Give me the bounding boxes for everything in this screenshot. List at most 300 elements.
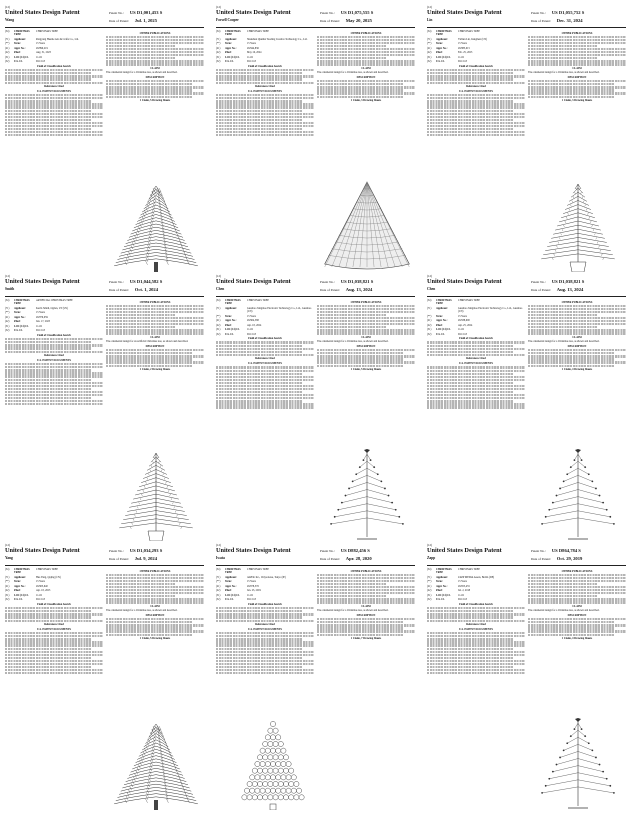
biblio-field <box>216 315 314 318</box>
other-pubs-heading: OTHER PUBLICATIONS <box>139 569 171 573</box>
biblio-field <box>216 47 314 50</box>
inid-code: (71) <box>427 575 432 579</box>
biblio-field <box>5 589 103 592</box>
inid-code: (**) <box>216 42 221 46</box>
text-line <box>5 351 103 353</box>
text-line <box>216 125 314 127</box>
text-line <box>427 94 525 96</box>
biblio-field <box>216 60 314 63</box>
field-label: CHRISTMAS TREE <box>14 568 30 575</box>
inid-code: (**) <box>5 580 10 584</box>
patent-header <box>427 5 626 28</box>
text-line <box>528 51 626 53</box>
date-row <box>320 18 372 23</box>
text-line <box>216 669 314 671</box>
text-line <box>427 75 525 77</box>
text-line <box>427 116 525 118</box>
field-value: D11/118 <box>458 598 467 602</box>
text-line <box>106 36 204 38</box>
patent-panel <box>422 2 631 273</box>
field-label: Term: <box>14 580 21 584</box>
field-value: CHRISTMAS TREE <box>458 299 480 302</box>
biblio-field <box>427 576 525 579</box>
date-label: Date of Patent: <box>109 288 129 292</box>
text-line <box>216 406 314 408</box>
inid-code: (51) <box>216 328 221 332</box>
description-heading: DESCRIPTION <box>356 75 376 79</box>
description-heading: DESCRIPTION <box>567 75 587 79</box>
text-line <box>106 39 204 41</box>
text-line <box>317 48 415 50</box>
biblio-field <box>427 328 525 331</box>
text-line <box>528 96 614 98</box>
text-line <box>106 583 175 585</box>
text-line <box>427 388 525 390</box>
field-label: Term: <box>14 42 21 46</box>
text-line <box>106 96 192 98</box>
field-label: Applicant: <box>225 37 237 41</box>
text-line <box>317 314 386 316</box>
text-line <box>528 326 597 328</box>
text-line <box>528 355 626 357</box>
field-value: D11/118 <box>458 332 467 336</box>
text-line <box>528 352 614 354</box>
field-value: 29/899,219 <box>36 46 48 50</box>
text-line <box>106 592 204 594</box>
inid-12: (12) <box>5 5 10 9</box>
field-search-heading: Field of Classification Search <box>248 603 282 606</box>
field-value: 11-02 <box>458 55 464 59</box>
inid-12: (12) <box>216 274 221 278</box>
inid-code: (71) <box>5 306 10 310</box>
text-line <box>216 134 314 136</box>
text-line <box>317 592 415 594</box>
date-row <box>109 18 157 23</box>
field-label: Term: <box>436 580 443 584</box>
text-line <box>317 54 415 56</box>
inid-code: (21) <box>216 46 221 50</box>
inid-code: (51) <box>216 55 221 59</box>
field-search-heading: Field of Classification Search <box>459 603 493 606</box>
field-value: Pengyang Huaide Arts & Crafts Co., Ltd. <box>36 37 79 41</box>
text-line <box>5 610 91 612</box>
field-label: Applicant: <box>225 306 237 310</box>
text-line <box>5 341 91 343</box>
field-label: LOC (14) Cl. <box>436 593 451 597</box>
text-line <box>427 672 525 674</box>
patent-title: United States Design Patent <box>427 9 502 16</box>
text-line <box>106 326 175 328</box>
us-docs-heading: U.S. PATENT DOCUMENTS <box>247 362 283 366</box>
claim-heading: CLAIM <box>150 336 160 340</box>
right-column <box>528 30 626 103</box>
inid-code: (54) <box>216 299 221 302</box>
patent-number: US D1,055,752 S <box>551 10 585 15</box>
right-column <box>317 299 415 372</box>
text-line <box>216 370 314 372</box>
inventor-name: Chen <box>427 287 436 291</box>
text-line <box>106 577 204 579</box>
text-line <box>528 60 626 62</box>
field-value: ramFab Inc., Chiyoda-ku, Tokyo (JP) <box>247 575 286 579</box>
inid-code: (51) <box>216 593 221 597</box>
patent-title: United States Design Patent <box>5 9 80 16</box>
biblio-field <box>427 324 525 327</box>
drawing-sheets: 1 Claim, 4 Drawing Sheets <box>561 637 593 641</box>
inid-12: (12) <box>216 5 221 9</box>
field-label: Term: <box>225 580 232 584</box>
text-line <box>317 57 386 59</box>
text-line <box>216 382 302 384</box>
inventor-name: Wang <box>5 18 14 22</box>
field-label: LOC (14) Cl. <box>436 328 451 332</box>
figure <box>531 449 625 541</box>
text-line <box>5 125 103 127</box>
text-line <box>106 332 204 334</box>
biblio-field <box>5 594 103 597</box>
left-column <box>427 30 525 137</box>
field-label: U.S. Cl. <box>436 598 445 602</box>
field-search-heading: Field of Classification Search <box>37 65 71 68</box>
field-label: U.S. Cl. <box>225 598 234 602</box>
field-value: CHRISTMAS TREE <box>458 30 480 33</box>
christmas-tree-drawing <box>109 449 203 541</box>
text-line <box>216 345 302 347</box>
inid-code: (22) <box>5 320 10 324</box>
text-line <box>106 80 204 82</box>
field-label: Term: <box>14 311 21 315</box>
patent-number-label: Patent No.: <box>320 11 335 15</box>
patent-number-row <box>531 279 584 284</box>
biblio-field <box>216 328 314 331</box>
text-line <box>427 366 525 368</box>
inid-12: (12) <box>216 543 221 547</box>
patent-number-row <box>109 279 162 284</box>
text-line <box>106 595 175 597</box>
text-line <box>427 103 525 105</box>
field-search-heading: Field of Classification Search <box>37 334 71 337</box>
text-line <box>427 119 513 121</box>
field-value: 29/944,836 <box>247 46 259 50</box>
field-label: Applicant: <box>14 306 26 310</box>
text-line <box>5 394 103 396</box>
text-line <box>427 134 525 136</box>
inid-code: (54) <box>216 568 221 571</box>
field-value: 15 Years <box>36 311 45 315</box>
text-line <box>528 80 626 82</box>
text-line <box>5 100 91 102</box>
text-line <box>106 589 204 591</box>
patent-body <box>427 30 626 273</box>
left-column <box>216 568 314 675</box>
biblio-field <box>427 307 525 314</box>
field-value: 29/655,455 <box>458 584 470 588</box>
inid-code: (22) <box>5 51 10 55</box>
text-line <box>106 45 175 47</box>
biblio-field <box>5 60 103 63</box>
biblio-field <box>427 580 525 583</box>
field-label: U.S. Cl. <box>225 332 234 336</box>
patent-number-label: Patent No.: <box>320 549 335 553</box>
date-of-patent: Aug. 13, 2024 <box>345 287 373 292</box>
patent-number: US D1,001,453 S <box>129 10 163 15</box>
christmas-tree-drawing <box>531 180 625 272</box>
text-line <box>5 372 103 374</box>
text-line <box>5 397 91 399</box>
text-line <box>5 672 103 674</box>
patent-panel <box>211 2 420 273</box>
text-line <box>427 616 513 618</box>
inventor-name: Forsell Cooper <box>216 18 239 22</box>
us-docs-heading: U.S. PATENT DOCUMENTS <box>36 358 72 362</box>
date-label: Date of Patent: <box>531 288 551 292</box>
inid-code: (52) <box>427 332 432 336</box>
field-value: 11-02 <box>36 324 42 328</box>
inid-code: (54) <box>5 299 10 302</box>
text-line <box>317 365 403 367</box>
text-line <box>5 385 103 387</box>
patent-number-row <box>320 10 373 15</box>
drawing-sheets: 1 Claim, 5 Drawing Sheets <box>350 368 382 372</box>
text-line <box>216 379 314 381</box>
date-label: Date of Patent: <box>109 557 129 561</box>
text-line <box>427 400 513 402</box>
field-value: D11/118 <box>247 598 256 602</box>
patent-number: US D864,784 S <box>551 548 581 553</box>
field-label: Appl. No.: <box>225 584 237 588</box>
field-label: CHRISTMAS TREE <box>436 568 452 575</box>
field-label: Filed: <box>225 323 232 327</box>
text-line <box>317 583 386 585</box>
date-label: Date of Patent: <box>531 557 551 561</box>
text-line <box>528 39 626 41</box>
text-line <box>427 394 525 396</box>
inid-code: (22) <box>427 589 432 593</box>
text-line <box>216 403 314 405</box>
text-line <box>317 624 415 626</box>
claim-heading: CLAIM <box>361 605 371 609</box>
text-line <box>216 122 314 124</box>
field-value: 29/883,015 <box>458 46 470 50</box>
text-line <box>427 397 525 399</box>
field-label: Applicant: <box>436 37 448 41</box>
text-line <box>106 54 204 56</box>
text-line <box>317 83 403 85</box>
biblio-field <box>5 325 103 328</box>
text-line <box>5 363 103 365</box>
inid-code: (21) <box>216 319 221 323</box>
text-line <box>427 82 525 84</box>
text-line <box>317 51 415 53</box>
us-docs-heading: U.S. PATENT DOCUMENTS <box>36 627 72 631</box>
date-label: Date of Patent: <box>320 19 340 23</box>
text-line <box>106 314 175 316</box>
other-pubs-heading: OTHER PUBLICATIONS <box>561 569 593 573</box>
text-line <box>216 373 302 375</box>
inventor-name: Yang <box>5 556 13 560</box>
text-line <box>5 128 91 130</box>
text-line <box>317 320 415 322</box>
field-label: Filed: <box>14 51 21 55</box>
text-line <box>317 589 415 591</box>
figure <box>320 180 414 272</box>
field-label: CHRISTMAS TREE <box>14 299 30 306</box>
us-docs-heading: U.S. PATENT DOCUMENTS <box>36 89 72 93</box>
field-label: Appl. No.: <box>14 315 26 319</box>
inid-code: (71) <box>5 575 10 579</box>
inid-code: (52) <box>427 598 432 602</box>
patent-header <box>5 543 204 566</box>
text-line <box>216 385 314 387</box>
inid-code: (22) <box>427 51 432 55</box>
references-heading: References Cited <box>44 85 64 89</box>
inid-code: (54) <box>427 30 432 33</box>
field-value: ZAPP MEDIA Assets, Berlin (DE) <box>458 575 495 579</box>
field-label: Filed: <box>436 323 443 327</box>
text-line <box>216 69 314 71</box>
text-line <box>427 69 525 71</box>
patent-title: United States Design Patent <box>5 547 80 554</box>
text-line <box>317 577 415 579</box>
left-column <box>216 30 314 137</box>
text-line <box>216 376 314 378</box>
text-line <box>5 116 103 118</box>
text-line <box>317 89 403 91</box>
inid-code: (22) <box>216 323 221 327</box>
inid-code: (21) <box>427 319 432 323</box>
inid-code: (54) <box>427 299 432 302</box>
description-heading: DESCRIPTION <box>145 613 165 617</box>
text-line <box>216 620 314 622</box>
text-line <box>317 352 403 354</box>
drawing-sheets: 1 Claim, 7 Drawing Sheets <box>350 637 382 641</box>
text-line <box>317 308 415 310</box>
text-line <box>317 621 403 623</box>
field-value: Jul. 2, 2018 <box>458 589 471 593</box>
inid-code: (**) <box>427 314 432 318</box>
text-line <box>528 314 597 316</box>
field-value: 11-02 <box>458 328 464 332</box>
text-line <box>216 632 314 634</box>
biblio-field <box>5 38 103 41</box>
inid-12: (12) <box>5 274 10 278</box>
patent-number: US D1,075,555 S <box>340 10 374 15</box>
field-label: LOC (14) Cl. <box>14 593 29 597</box>
text-line <box>528 595 597 597</box>
field-label: U.S. Cl. <box>225 60 234 64</box>
text-line <box>106 60 204 62</box>
text-line <box>5 663 103 665</box>
field-value: 15 Years <box>458 580 467 584</box>
patent-body <box>5 568 204 811</box>
patent-header <box>427 543 626 566</box>
field-label: Filed: <box>14 589 21 593</box>
field-value: 29/879,059 <box>36 315 48 319</box>
text-line <box>317 323 415 325</box>
biblio-field <box>5 576 103 579</box>
christmas-tree-drawing <box>531 449 625 541</box>
inid-code: (51) <box>5 55 10 59</box>
text-line <box>427 406 525 408</box>
text-line <box>216 648 302 650</box>
biblio-field <box>216 324 314 327</box>
text-line <box>216 660 314 662</box>
biblio-field <box>5 30 103 37</box>
biblio-field <box>5 47 103 50</box>
figure <box>531 718 625 810</box>
patent-number: US D882,456 S <box>340 548 370 553</box>
inid-code: (54) <box>5 568 10 571</box>
claim-heading: CLAIM <box>572 67 582 71</box>
patent-number-label: Patent No.: <box>109 11 124 15</box>
text-line <box>528 308 626 310</box>
text-line <box>427 669 525 671</box>
right-column <box>317 30 415 103</box>
biblio-field <box>427 299 525 306</box>
drawing-sheets: 1 Claim, 3 Drawing Sheets <box>561 99 593 103</box>
biblio-field <box>427 38 525 41</box>
description-heading: DESCRIPTION <box>145 344 165 348</box>
text-line <box>427 341 525 343</box>
text-line <box>5 103 103 105</box>
text-line <box>216 97 314 99</box>
field-value: D11/118 <box>36 329 45 333</box>
text-line <box>106 51 204 53</box>
text-line <box>216 128 302 130</box>
field-label: CHRISTMAS TREE <box>436 299 452 306</box>
field-value: Jun. 17, 2023 <box>36 320 50 324</box>
text-line <box>427 110 513 112</box>
figure <box>109 180 203 272</box>
patent-panel <box>422 271 631 542</box>
text-line <box>427 348 525 350</box>
field-value: CHRISTMAS TREE <box>247 568 269 571</box>
inid-code: (54) <box>427 568 432 571</box>
field-value: 15 Years <box>458 42 467 46</box>
inventor-name: Chen <box>216 287 225 291</box>
other-pubs-heading: OTHER PUBLICATIONS <box>139 31 171 35</box>
biblio-field <box>5 320 103 323</box>
text-line <box>216 100 302 102</box>
claim-text: The ornamental design for a Christmas tree, as shown and described. <box>317 609 389 613</box>
biblio-field <box>5 311 103 314</box>
text-line <box>106 349 204 351</box>
christmas-tree-drawing <box>320 180 414 272</box>
text-line <box>5 347 91 349</box>
text-line <box>528 598 626 600</box>
biblio-field <box>216 333 314 336</box>
field-label: LOC (14) Cl. <box>225 593 240 597</box>
inid-code: (51) <box>5 324 10 328</box>
text-line <box>216 644 314 646</box>
biblio-field <box>427 333 525 336</box>
text-line <box>216 113 314 115</box>
text-line <box>5 403 103 405</box>
patent-panel <box>0 271 209 542</box>
text-line <box>5 607 103 609</box>
text-line <box>5 122 103 124</box>
field-value: Apr. 18, 2023 <box>36 589 51 593</box>
field-label: CHRISTMAS TREE <box>14 30 30 37</box>
drawing-sheets: 1 Claim, 5 Drawing Sheets <box>139 637 171 641</box>
field-label: Applicant: <box>14 37 26 41</box>
text-line <box>106 305 204 307</box>
field-value: Apr. 18, 2024 <box>247 323 262 327</box>
field-label: LOC (14) Cl. <box>14 324 29 328</box>
text-line <box>427 620 525 622</box>
field-label: Filed: <box>225 589 232 593</box>
date-of-patent: Jul. 9, 2024 <box>134 556 157 561</box>
